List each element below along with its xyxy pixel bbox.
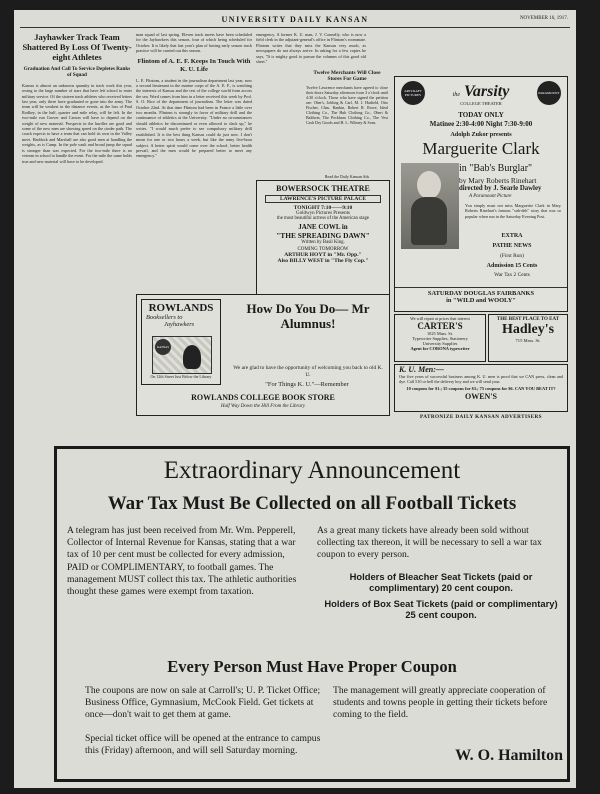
management-text: The management will greatly appreciate cooperation of students and towns people in getting their tickets before coming to the field. — [333, 685, 548, 721]
flintom-headline: Flintom of A. E. F. Keeps In Touch With K. U. Life — [137, 57, 251, 73]
rowlands-store: ROWLANDS COLLEGE BOOK STORE — [191, 393, 335, 402]
bowersock-film: "THE SPREADING DAWN" — [276, 231, 370, 240]
artcraft-logo: ARTCRAFT PICTURES — [401, 81, 425, 105]
kansas-badge: KANSAS — [155, 339, 171, 355]
varsity-first-run: (First Run) — [500, 253, 524, 259]
bowersock-desc: the most beautiful actress of the American stage — [276, 216, 370, 221]
rowlands-street: On 12th Street Just Below the Library — [150, 374, 212, 379]
hadleys-lead: THE BEST PLACE TO EAT — [496, 317, 560, 322]
newspaper-title: UNIVERSITY DAILY KANSAN — [221, 15, 369, 24]
merchants-body: Twelve Lawrence merchants have agreed to close their doors Saturday afternoon from 3 o'clock until 4:30 o'clock. Those who have signed the petition are: Ober's, Jobling & Carl, M. J. Hatfield, Otto Fischer, Chas. Rankin, Robert R. Rowe, Ideal Clothing Co., The Hub Clothing Co., Obert & Baldwin, The Peckham Clothing Co., The Vest Cash Dry Goods and H. L. Wilmey & Sons. — [306, 84, 388, 125]
coupons-text: The coupons are now on sale at Carroll's; U. P. Ticket Office; Business Office, Gymnasium, McCook Field. Get tickets at once—don't wait to get them at game. — [85, 685, 321, 721]
read-ads-note: Read the Daily Kansan Ads — [324, 174, 370, 179]
track-headline: Jayhawker Track Team Shattered By Loss Of Twenty-eight Athletes — [22, 32, 132, 62]
varsity-title: Varsity — [464, 83, 510, 100]
bowersock-coming-2: Also BILLY WEST in "The Fly Cop." — [277, 258, 369, 264]
header-date: NOVEMBER 16, 1917. — [519, 16, 568, 21]
bowersock-tonight: TONIGHT 7:10——9:10 — [293, 205, 353, 211]
bowersock-subtitle: LAWRENCE'S PICTURE PALACE — [265, 195, 381, 203]
announcement-left-text: A telegram has just been received from Mr. Wm. Pepperell, Collector of Internal Revenue for Kansas, stating that a war tax of 10 per cent must be collected for every admission, PAID or COMPLIMENTARY, to football games. The management MUST collect this tax. The athletic authorities thought these games were exempt from taxation. — [67, 525, 297, 598]
patronize-line: PATRONIZE DAILY KANSAN ADVERTISERS — [420, 414, 542, 420]
varsity-blurb: You simply must not miss Marguerite Clark in Mary Roberts Rinehart's famous "sub-deb" story that was so popular when run in the Saturday Evening Post. — [465, 203, 561, 219]
bowersock-coming-1: ARTHUR HOYT in "Mr. Opp." — [284, 252, 362, 258]
rowlands-halfway: Half Way Down the Hill From the Library — [220, 404, 306, 409]
rowlands-glad: We are glad to have the opportunity of welcoming you back to old K. U. — [233, 365, 383, 378]
varsity-director: directed by J. Searle Dawley — [459, 185, 542, 192]
announcement-subtitle: War Tax Must Be Collected on all Football Tickets — [107, 493, 517, 514]
varsity-admission: Admission 15 Cents — [486, 263, 538, 269]
merchants-article — [306, 70, 388, 176]
varsity-film: in "Bab's Burglar" — [459, 163, 533, 174]
announcement-title: Extraordinary Announcement — [163, 457, 461, 484]
varsity-author: by Mary Roberts Rinehart — [459, 176, 537, 185]
owens-ad — [394, 364, 568, 412]
signature-hamilton: W. O. Hamilton — [455, 747, 563, 764]
varsity-pathe: PATHE NEWS — [492, 243, 532, 249]
varsity-presents: Adolph Zukor presents — [450, 131, 512, 138]
carters-addr: 1025 Mass. St. — [426, 331, 454, 336]
hadleys-ad — [488, 314, 568, 362]
merchants-headline: Twelve Merchants Will Close Stores For Game — [313, 70, 381, 83]
varsity-brand: A Paramount Picture — [469, 194, 512, 199]
rowlands-badge-box — [141, 299, 221, 385]
carters-name: CARTER'S — [417, 321, 463, 331]
newspaper-page — [14, 10, 576, 788]
rowlands-title: ROWLANDS — [148, 302, 214, 314]
announcement-right-text: As a great many tickets have already been sold without collecting tax thereon, it will be necessary to sell a war tax coupon to every person. — [317, 525, 542, 561]
varsity-times: Matinee 2:30-4:00 Night 7:30-9:00 — [429, 120, 533, 128]
varsity-prefix: the — [452, 92, 460, 98]
page-header — [14, 14, 576, 26]
rowlands-ad — [136, 294, 390, 416]
jayhawk-icon — [183, 345, 201, 369]
varsity-ad — [394, 76, 568, 312]
col3-top: emergency. A former K. U. man, J. V. Connelly, who is now a field clerk in the adjutant-general's office in Flintom's roommate. Flintom writes that they miss the Kansan very much, as newspapers do not always arrive. In asking for a few copies he says, "It is mighty good to pursue the columns of this good old sheet." — [256, 32, 366, 65]
bowersock-coming: COMING TOMORROW — [297, 247, 349, 252]
owens-name: OWEN'S — [464, 391, 497, 401]
paramount-logo: PARAMOUNT — [537, 81, 561, 105]
varsity-saturday: SATURDAY DOUGLAS FAIRBANKS — [395, 287, 567, 297]
bowersock-author: Written by Basil King. — [301, 240, 345, 245]
varsity-extra: EXTRA — [501, 233, 523, 239]
carters-ad — [394, 314, 486, 362]
track-body: Kansas is almost an unknown quantity in track work this year, owing to the large number of stars that have left school to enter military service. Of the sixteen track athletes who received letters last year, only three have graduated or gone into the army. The team will be weakest in the distance events, as the loss of Paul Rodkey, in the half, quarter and mile relay, will be felt. In the two-mile run Grover and Carson will have to depend on the weight of new material. Prospects in the hurdles are good and some of the new men are showing speed on the cinder path. The coach expects to have a team that can hold its own in the Valley meet. Haddock and Marshall are also good men at handling the weights, as is Camp. In the pole vault and broad jump the squad is stronger than was expected. For the two-mile there is no veteran in school to handle the event. For the mile the same holds true and new material will have to be developed. — [22, 82, 132, 164]
carters-l1: Typewriter Supplies, Stationery — [412, 336, 468, 341]
varsity-star: Marguerite Clark — [422, 139, 540, 158]
jayhawk-image — [152, 336, 212, 374]
special-office-text: Special ticket office will be opened at the entrance to campus this (Friday) afternoon, and will sell Saturday morning. — [85, 733, 321, 757]
col2-top: man squad of last spring. Eleven track meets have been scheduled for the Jayhawkers this season, four of which being scheduled for October. It is likely that last year's plan of having early season track practice will be carried out this season. — [136, 32, 252, 54]
announcement-box — [54, 446, 570, 782]
rowlands-greeting: How Do You Do— Mr Alumnus! — [246, 301, 370, 331]
varsity-saturday-film: in "WILD and WOOLY" — [446, 297, 516, 304]
bowersock-presents: Goldwyn Pictures Presents — [296, 211, 350, 216]
owens-title: K. U. Men:— — [399, 365, 444, 374]
varsity-name — [431, 83, 531, 101]
track-subhead: Graduation And Call To Service Depletes Ranks of Squad — [23, 66, 131, 79]
column-track — [22, 32, 132, 452]
varsity-today: TODAY ONLY — [458, 111, 504, 119]
rowlands-line1: Booksellers to — [146, 314, 183, 321]
carters-l3: Agent for CORONA typewriter — [410, 346, 470, 351]
varsity-sub: COLLEGE THEATER — [460, 101, 502, 106]
carters-lead: We will repair at prices that interest — [410, 316, 470, 321]
bowersock-ad — [256, 180, 390, 296]
box-coupon: Holders of Box Seat Tickets (paid or complimentary) 25 cent coupon. — [324, 598, 558, 621]
hadleys-name: Hadley's — [501, 322, 555, 337]
every-person-headline: Every Person Must Have Proper Coupon — [167, 657, 457, 676]
owens-body: Our five years of successful business among K. U. men is proof that we CAN press, clean and dye. Call 510 or bell the delivery boy and we will send your. — [399, 374, 563, 385]
bleacher-coupon: Holders of Bleacher Seat Tickets (paid or complimentary) 20 cent coupon. — [349, 571, 533, 594]
bowersock-star: JANE COWL in — [298, 223, 348, 231]
hadleys-addr: 715 Mass. St. — [515, 338, 541, 343]
rowlands-line2: Jayhawkers — [164, 321, 195, 328]
bowersock-title: BOWERSOCK THEATRE — [276, 184, 370, 193]
carters-l2: University Supplies — [422, 341, 458, 346]
owens-tickets: 10 coupons for $1.; 35 coupons for $3.; 75 coupons for $6. CAN YOU BEAT IT? — [406, 385, 556, 391]
varsity-tax: War Tax 2 Cents — [494, 272, 530, 278]
flintom-body: L. E. Flintom, a student in the journalism department last year, now a second lieutenant in the marine corps of the A. E. F., is watching the interests of Kansas and the rest of the college world from across the sea. Word comes from him in a letter received this week by Prof. S. O. Rice of the department of journalism. The letter was dated October 22nd. At that time Flintom had been in France a little over two months. Flintom is strongly in favor of military drill and the continuance of athletics at the University. "Under no circumstances should athletics be discontinued or even allowed to slack up," he writes. "I would much prefer to see compulsory military drill established. It is the best thing Kansas could do just now. I don't mean for one or two hours a week, but like the army five-hour subject. A better spirit would come over the school, better health prevail, and the men would be prepared better to meet any emergency." — [136, 77, 252, 159]
marguerite-portrait — [401, 163, 459, 249]
rowlands-things: "For Things K. U."—Remember — [265, 381, 349, 388]
